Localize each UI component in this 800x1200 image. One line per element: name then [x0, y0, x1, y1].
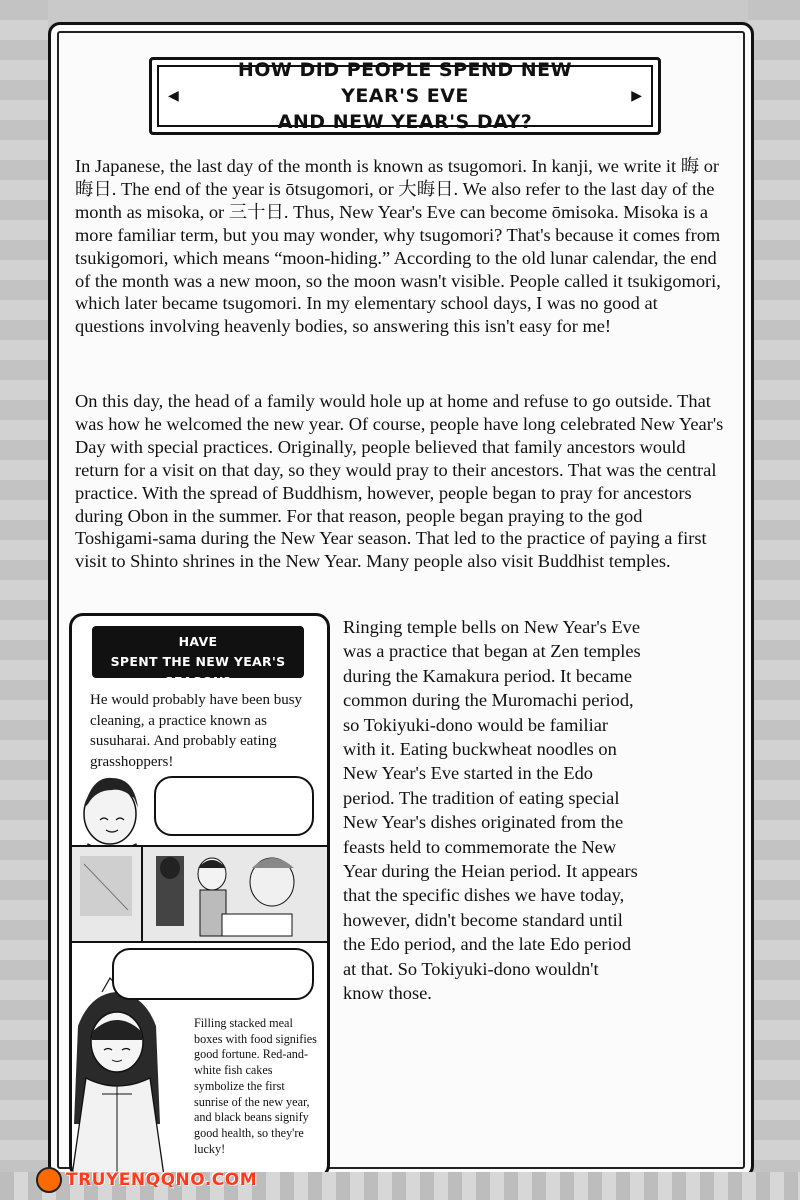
- comic-text-inline-image: [72, 764, 327, 1176]
- paragraph-3: Ringing temple bells on New Year's Eve was a practice that began at Zen temples during the Kamakura period. It became common during the Muromachi period, so Tokiyuki-dono would be familiar with it. Eating buckwheat noodles on New Year's Eve started in the Edo period. The tradition of eating special New Year's dishes originated from the feasts held to commemorate the New Year during the Heian period. It appears that the specific dishes we have today, however, didn't become standard until the Edo period, and the late Edo period at that. So Tokiyuki-dono wouldn't know those.: [343, 617, 641, 1004]
- paragraph-1: In Japanese, the last day of the month is known as tsugomori. In kanji, we write it 晦 or 晦日. The end of the year is ōtsugomori, or 大晦日. We also refer to the last day of the month as misoka, or 三十日. Thus, New Year's Eve can become ōmisoka. Misoka is a more familiar term, but you may wonder, why tsugomori? That's because it comes from tsukigomori, which means “moon-hiding.” According to the old lunar calendar, the end of the month was a new moon, so the moon wasn't visible. People called it tsukigomori, which later became tsugomori. In my elementary school days, I was no good at questions involving heavenly bodies, so answering this isn't easy for me!: [75, 156, 721, 337]
- speech-bubble-bells: [154, 776, 314, 836]
- page-title: HOW DID PEOPLE SPEND NEW YEAR'S EVE AND NEW YEAR'S DAY?: [237, 59, 573, 133]
- right-border-decoration: [748, 0, 800, 1200]
- watermark-logo-icon: [36, 1167, 62, 1193]
- watermark[interactable]: [36, 1168, 257, 1192]
- banner-right-arrow-icon: ▶: [631, 89, 642, 104]
- sidebar-box: [69, 613, 330, 1178]
- sidebar-intro: He would probably have been busy cleaning, a practice known as susuharai. And probably eating grasshoppers!: [90, 692, 303, 770]
- manga-panel-strip: [72, 846, 327, 942]
- banner-left-arrow-icon: ◀: [168, 89, 179, 104]
- title-banner: [149, 57, 661, 135]
- character-shrine-maiden-illustration: [72, 978, 164, 1176]
- watermark-text: TRUYENQQNO.COM: [66, 1170, 258, 1190]
- paragraph-2: On this day, the head of a family would hole up at home and refuse to go outside. That was how he welcomed the new year. Of course, people have long celebrated New Year's Day with special practices. Originally, people believed that family ancestors would return for a visit on that day, so they would pray to their ancestors. That was the central practice. With the spread of Buddhism, however, people began to pray for ancestors during Obon in the summer. For that reason, people began praying to the god Toshigami-sama during the New Year season. That led to the practice of paying a first visit to Shinto shrines in the New Year. Many people also visit Buddhist temples.: [75, 391, 724, 572]
- speech-bubble-food: [112, 948, 314, 1000]
- page-frame: [48, 22, 754, 1178]
- left-border-decoration: [0, 0, 48, 1200]
- food-caption: Filling stacked meal boxes with food signifies good fortune. Red-and-white fish cakes symbolize the first sunrise of the new year, and black beans signify good health, so they're lucky!: [194, 1016, 317, 1156]
- sidebar-title: HOW WOULD TOKIYUKI HAVE SPENT THE NEW YEAR'S SEASON?: [92, 626, 304, 678]
